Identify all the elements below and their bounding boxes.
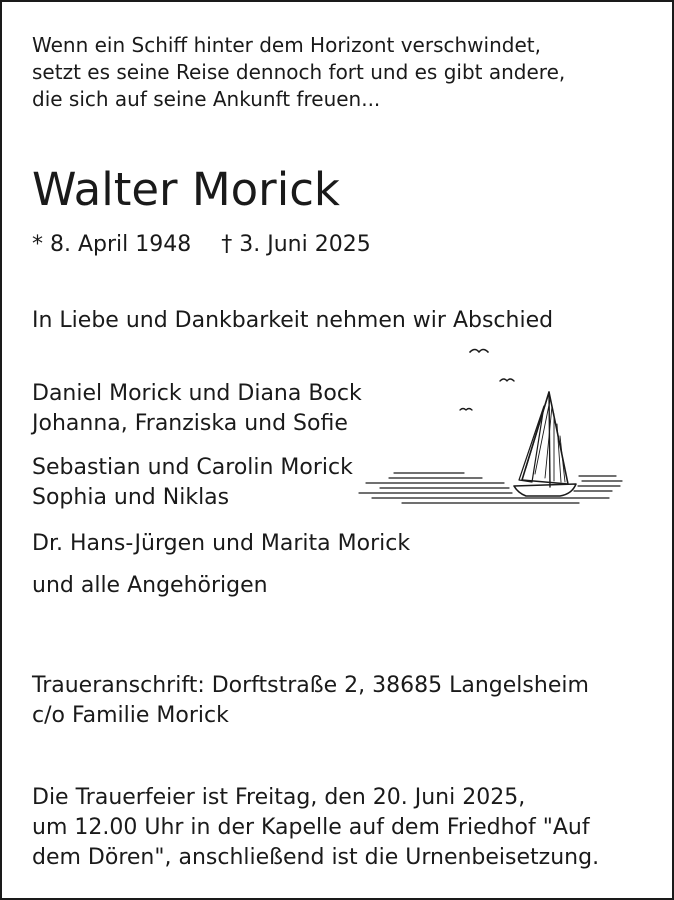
life-dates	[32, 230, 371, 260]
seagull-icon	[470, 350, 488, 353]
motto-line: setzt es seine Reise dennoch fort und es gibt andere,	[32, 60, 566, 84]
family-line: Daniel Morick und Diana Bock	[32, 381, 362, 406]
family-group	[32, 453, 353, 513]
birth-date: * 8. April 1948	[32, 232, 192, 257]
motto-quote	[32, 32, 565, 113]
service-line: um 12.00 Uhr in der Kapelle auf dem Friedhof "Auf	[32, 815, 590, 840]
address-line: Traueranschrift: Dorftstraße 2, 38685 Langelsheim	[32, 673, 589, 698]
motto-line: die sich auf seine Ankunft freuen...	[32, 87, 381, 111]
mourning-address	[32, 671, 589, 731]
jib-sail-icon	[519, 406, 544, 482]
motto-line: Wenn ein Schiff hinter dem Horizont verschwindet,	[32, 33, 541, 57]
family-line: Johanna, Franziska und Sofie	[32, 411, 348, 436]
funeral-service-info	[32, 783, 599, 873]
seagull-icon	[460, 409, 472, 411]
family-group	[32, 379, 362, 439]
sea-waves-icon	[359, 473, 622, 503]
family-line: Sebastian und Carolin Morick	[32, 455, 353, 480]
family-line: Dr. Hans-Jürgen und Marita Morick	[32, 531, 411, 556]
address-line: c/o Familie Morick	[32, 703, 229, 728]
farewell-intro: In Liebe und Dankbarkeit nehmen wir Abschied	[32, 308, 554, 333]
sailboat-with-seagulls-icon	[354, 340, 624, 508]
relatives-line: und alle Angehörigen	[32, 573, 268, 598]
death-date: † 3. Juni 2025	[221, 232, 371, 257]
hull-icon	[514, 484, 576, 496]
deceased-name: Walter Morick	[32, 163, 340, 216]
family-line: Sophia und Niklas	[32, 485, 230, 510]
service-line: dem Dören", anschließend ist die Urnenbeisetzung.	[32, 845, 600, 870]
seagull-icon	[500, 379, 514, 381]
service-line: Die Trauerfeier ist Freitag, den 20. Juni 2025,	[32, 785, 526, 810]
